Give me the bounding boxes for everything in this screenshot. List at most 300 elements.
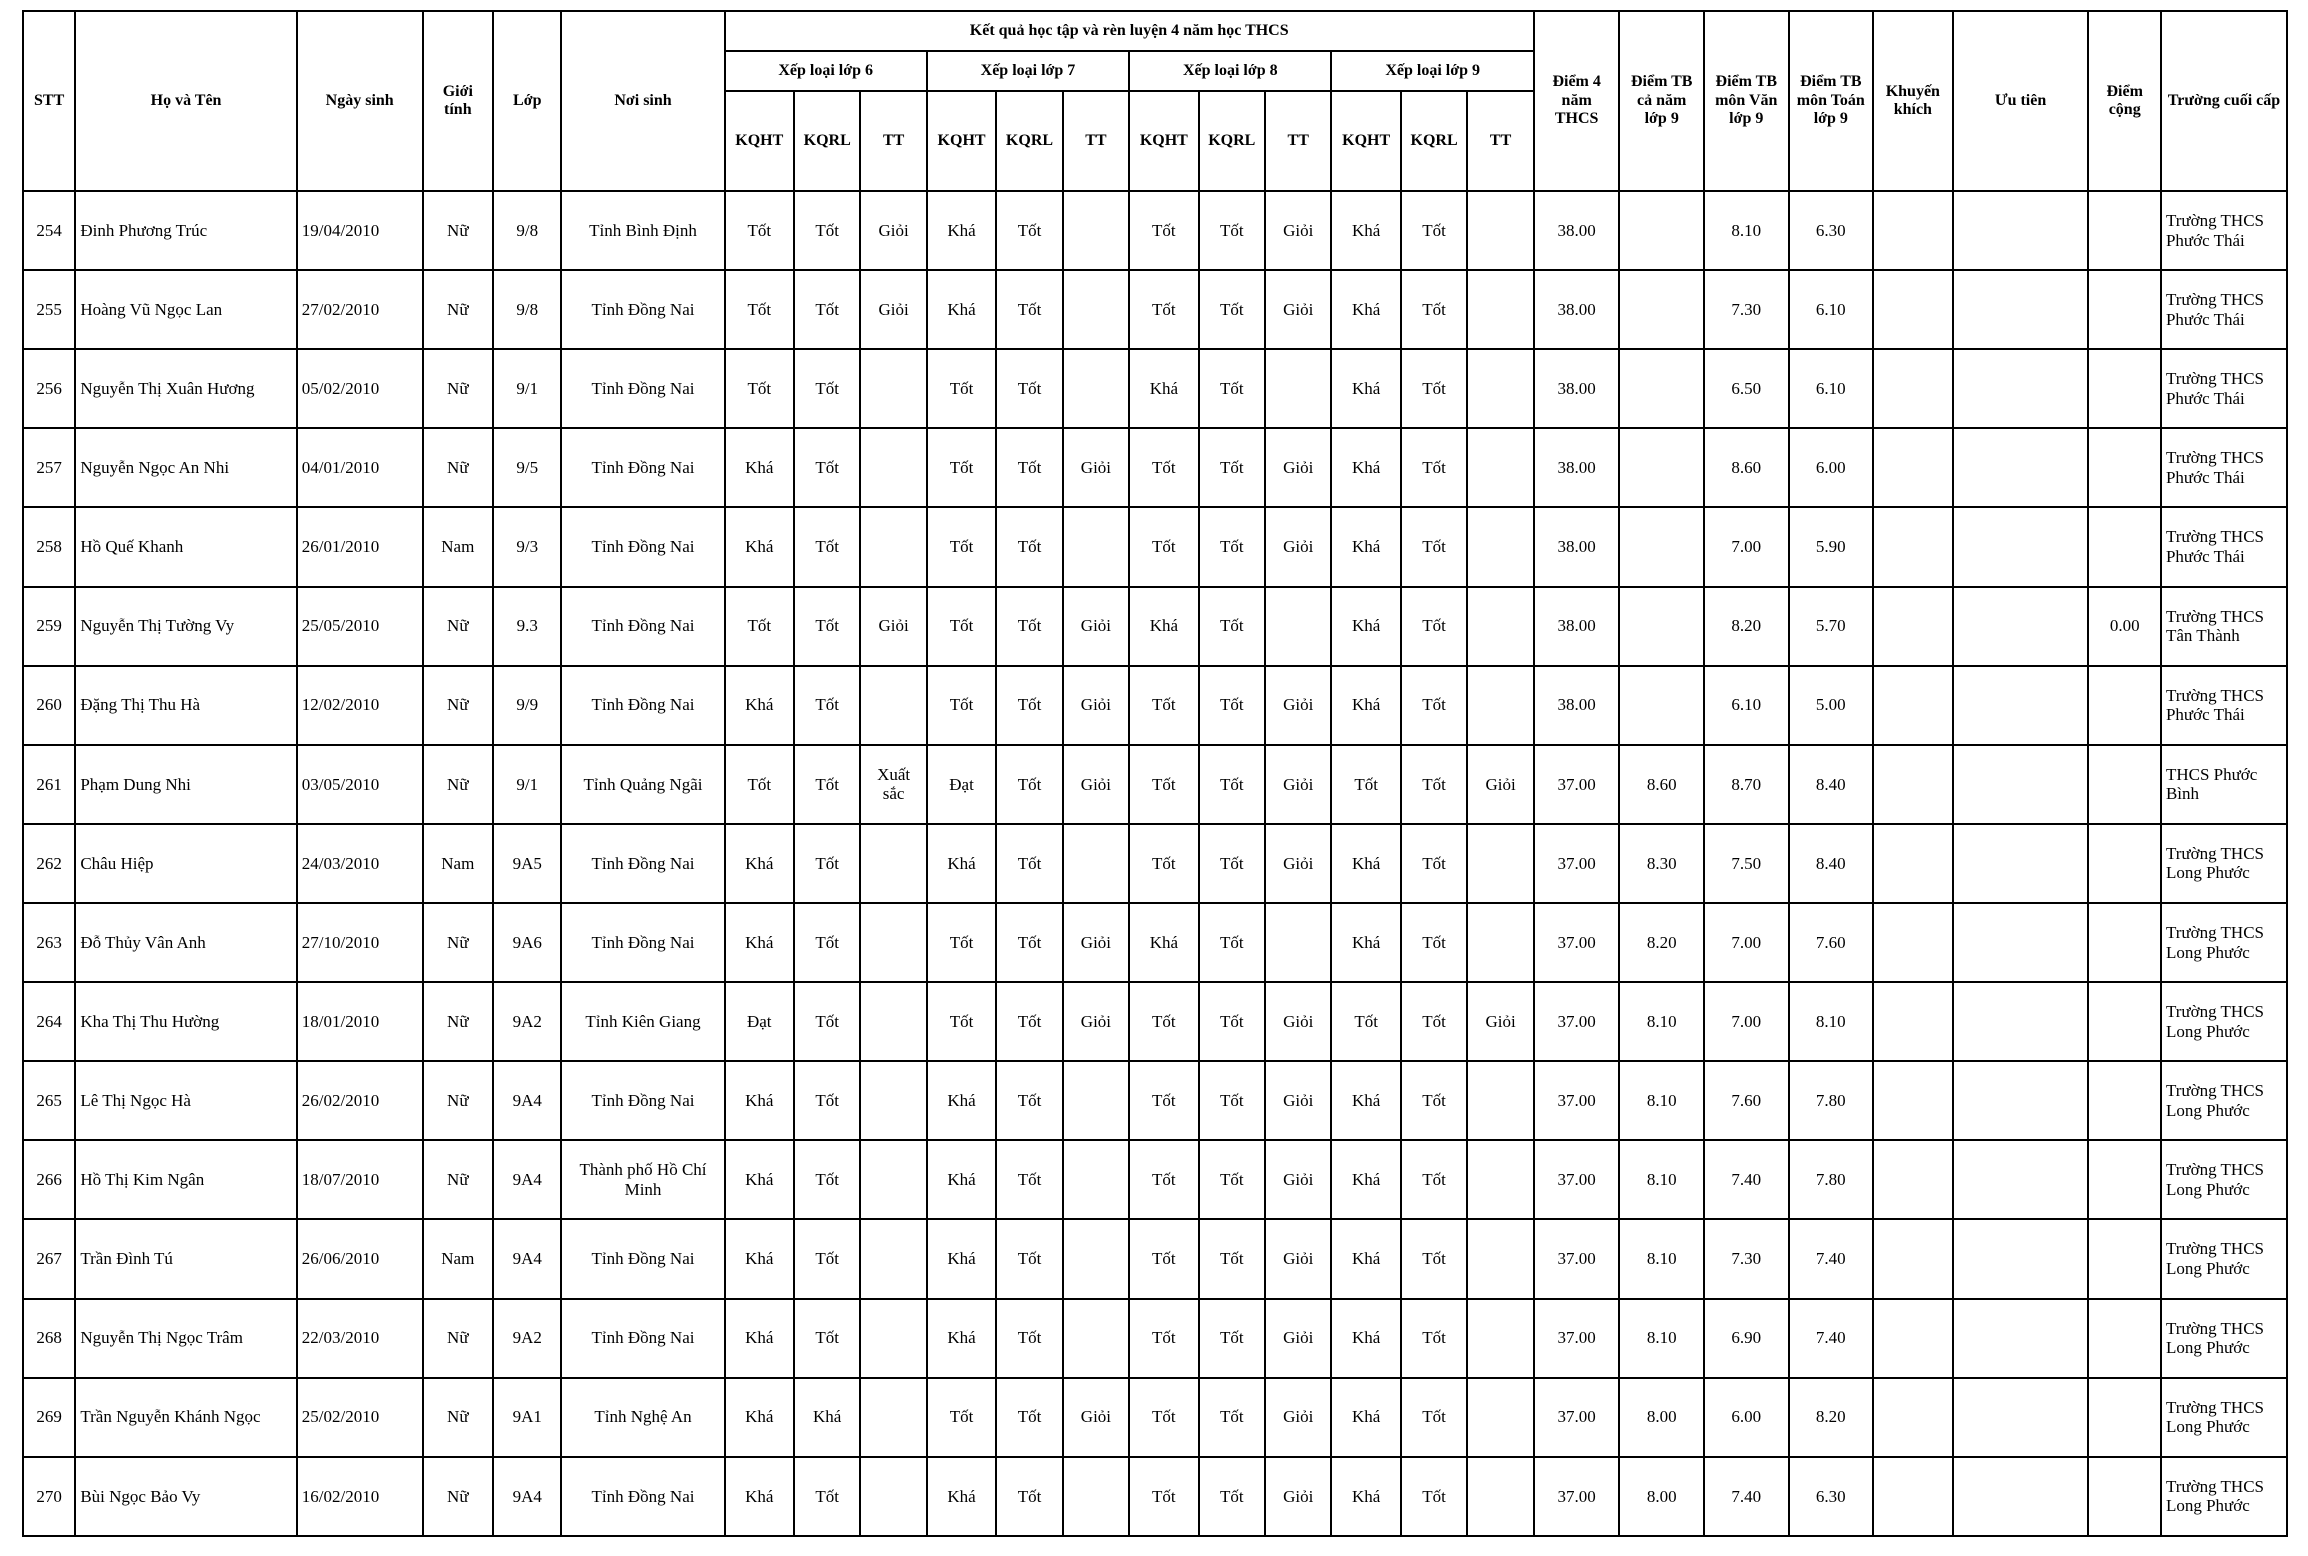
cell-gender: Nữ (423, 1140, 493, 1219)
cell-g8-kqrl: Tốt (1199, 1457, 1265, 1536)
cell-stt: 262 (23, 824, 75, 903)
cell-score4: 37.00 (1534, 824, 1620, 903)
cell-bonus (2088, 191, 2160, 270)
cell-birthplace: Tỉnh Đồng Nai (561, 507, 724, 586)
cell-dob: 16/02/2010 (297, 1457, 423, 1536)
cell-g8-kqht: Tốt (1129, 1299, 1198, 1378)
header-encourage: Khuyến khích (1873, 11, 1953, 191)
cell-birthplace: Tỉnh Bình Định (561, 191, 724, 270)
cell-g8-kqrl: Tốt (1199, 824, 1265, 903)
cell-score4: 37.00 (1534, 1140, 1620, 1219)
cell-g7-tt: Giỏi (1063, 982, 1129, 1061)
cell-g6-kqrl: Tốt (794, 745, 860, 824)
cell-birthplace: Tỉnh Đồng Nai (561, 903, 724, 982)
header-class: Lớp (493, 11, 561, 191)
cell-g7-kqht: Khá (927, 1457, 996, 1536)
cell-gender: Nữ (423, 1299, 493, 1378)
cell-g8-kqrl: Tốt (1199, 191, 1265, 270)
table-row (23, 587, 2287, 666)
table-row (23, 982, 2287, 1061)
cell-g7-kqht: Tốt (927, 507, 996, 586)
cell-g6-kqrl: Tốt (794, 191, 860, 270)
cell-stt: 267 (23, 1219, 75, 1298)
cell-birthplace: Tỉnh Đồng Nai (561, 1299, 724, 1378)
cell-g9-tt (1467, 587, 1534, 666)
cell-g8-tt: Giỏi (1265, 1378, 1331, 1457)
cell-stt: 261 (23, 745, 75, 824)
table-row (23, 349, 2287, 428)
cell-stt: 254 (23, 191, 75, 270)
cell-g7-kqrl: Tốt (996, 824, 1062, 903)
cell-gender: Nữ (423, 270, 493, 349)
cell-g8-kqrl: Tốt (1199, 1061, 1265, 1140)
cell-bonus (2088, 1378, 2160, 1457)
cell-school: Trường THCS Long Phước (2161, 1299, 2287, 1378)
cell-math9: 6.30 (1789, 191, 1874, 270)
cell-g9-kqht: Khá (1331, 1299, 1400, 1378)
cell-g7-kqht: Khá (927, 1299, 996, 1378)
cell-g6-kqrl: Tốt (794, 1061, 860, 1140)
cell-bonus (2088, 903, 2160, 982)
cell-g9-kqht: Khá (1331, 191, 1400, 270)
cell-g6-kqht: Khá (725, 1061, 794, 1140)
cell-g8-tt: Giỏi (1265, 270, 1331, 349)
cell-dob: 27/02/2010 (297, 270, 423, 349)
cell-stt: 264 (23, 982, 75, 1061)
cell-g7-tt: Giỏi (1063, 745, 1129, 824)
cell-g9-tt (1467, 1378, 1534, 1457)
cell-g9-kqht: Khá (1331, 824, 1400, 903)
cell-score4: 38.00 (1534, 270, 1620, 349)
cell-g8-tt: Giỏi (1265, 1140, 1331, 1219)
header-name: Họ và Tên (75, 11, 296, 191)
cell-bonus (2088, 507, 2160, 586)
cell-gender: Nam (423, 1219, 493, 1298)
cell-encourage (1873, 270, 1953, 349)
cell-avg9 (1619, 507, 1704, 586)
cell-score4: 37.00 (1534, 1378, 1620, 1457)
cell-avg9 (1619, 349, 1704, 428)
cell-g6-kqht: Tốt (725, 270, 794, 349)
cell-g6-tt (860, 1299, 926, 1378)
cell-gender: Nữ (423, 745, 493, 824)
cell-g6-tt (860, 1140, 926, 1219)
cell-g7-kqrl: Tốt (996, 507, 1062, 586)
cell-math9: 6.00 (1789, 428, 1874, 507)
cell-score4: 38.00 (1534, 666, 1620, 745)
cell-g9-kqht: Khá (1331, 428, 1400, 507)
cell-birthplace: Tỉnh Đồng Nai (561, 349, 724, 428)
cell-g9-kqrl: Tốt (1401, 1299, 1467, 1378)
table-body (23, 191, 2287, 1536)
cell-math9: 7.60 (1789, 903, 1874, 982)
cell-g9-kqrl: Tốt (1401, 191, 1467, 270)
cell-g6-kqrl: Tốt (794, 428, 860, 507)
cell-class: 9.3 (493, 587, 561, 666)
header-kqht: KQHT (927, 91, 996, 191)
header-math9: Điểm TB môn Toán lớp 9 (1789, 11, 1874, 191)
cell-g8-kqrl: Tốt (1199, 1299, 1265, 1378)
cell-g6-kqrl: Tốt (794, 587, 860, 666)
cell-g8-tt: Giỏi (1265, 191, 1331, 270)
cell-priority (1953, 903, 2089, 982)
header-avg9: Điểm TB cả năm lớp 9 (1619, 11, 1704, 191)
cell-g6-kqrl: Tốt (794, 903, 860, 982)
cell-g6-kqht: Khá (725, 1299, 794, 1378)
cell-g7-kqht: Khá (927, 191, 996, 270)
cell-school: Trường THCS Long Phước (2161, 1140, 2287, 1219)
cell-g9-kqrl: Tốt (1401, 982, 1467, 1061)
cell-g6-kqht: Khá (725, 507, 794, 586)
cell-g6-kqrl: Tốt (794, 1140, 860, 1219)
cell-class: 9A4 (493, 1457, 561, 1536)
cell-lit9: 7.40 (1704, 1140, 1789, 1219)
cell-lit9: 8.70 (1704, 745, 1789, 824)
cell-priority (1953, 745, 2089, 824)
cell-g8-kqht: Tốt (1129, 1378, 1198, 1457)
cell-name: Hoàng Vũ Ngọc Lan (75, 270, 296, 349)
cell-g6-kqrl: Tốt (794, 982, 860, 1061)
cell-g8-tt (1265, 903, 1331, 982)
cell-dob: 04/01/2010 (297, 428, 423, 507)
cell-g8-tt: Giỏi (1265, 666, 1331, 745)
cell-g9-kqrl: Tốt (1401, 1140, 1467, 1219)
cell-g7-tt (1063, 824, 1129, 903)
cell-g9-kqrl: Tốt (1401, 349, 1467, 428)
cell-g9-kqht: Khá (1331, 903, 1400, 982)
cell-lit9: 7.40 (1704, 1457, 1789, 1536)
cell-g7-tt (1063, 1061, 1129, 1140)
table-row (23, 824, 2287, 903)
cell-school: Trường THCS Long Phước (2161, 1457, 2287, 1536)
cell-g7-kqht: Khá (927, 824, 996, 903)
cell-g9-kqht: Khá (1331, 666, 1400, 745)
cell-g7-kqrl: Tốt (996, 1140, 1062, 1219)
cell-g7-kqht: Tốt (927, 349, 996, 428)
cell-encourage (1873, 191, 1953, 270)
cell-dob: 26/02/2010 (297, 1061, 423, 1140)
header-tt: TT (860, 91, 926, 191)
header-score4: Điểm 4 năm THCS (1534, 11, 1620, 191)
cell-g7-kqrl: Tốt (996, 1457, 1062, 1536)
cell-encourage (1873, 428, 1953, 507)
cell-g8-kqht: Tốt (1129, 191, 1198, 270)
cell-g7-tt (1063, 270, 1129, 349)
cell-bonus (2088, 270, 2160, 349)
cell-birthplace: Tỉnh Đồng Nai (561, 428, 724, 507)
cell-lit9: 6.90 (1704, 1299, 1789, 1378)
header-lit9: Điểm TB môn Văn lớp 9 (1704, 11, 1789, 191)
cell-score4: 37.00 (1534, 982, 1620, 1061)
cell-class: 9A2 (493, 982, 561, 1061)
cell-g6-kqrl: Tốt (794, 824, 860, 903)
cell-priority (1953, 587, 2089, 666)
cell-g7-kqht: Tốt (927, 587, 996, 666)
cell-score4: 37.00 (1534, 1219, 1620, 1298)
cell-g8-kqrl: Tốt (1199, 903, 1265, 982)
cell-birthplace: Tỉnh Đồng Nai (561, 1219, 724, 1298)
cell-priority (1953, 349, 2089, 428)
table-row (23, 191, 2287, 270)
cell-g7-tt (1063, 1140, 1129, 1219)
cell-g9-kqrl: Tốt (1401, 270, 1467, 349)
cell-g6-tt (860, 824, 926, 903)
cell-g8-tt: Giỏi (1265, 1457, 1331, 1536)
cell-g7-tt (1063, 1457, 1129, 1536)
header-grade9: Xếp loại lớp 9 (1331, 51, 1533, 91)
cell-avg9: 8.30 (1619, 824, 1704, 903)
cell-priority (1953, 507, 2089, 586)
cell-lit9: 7.30 (1704, 270, 1789, 349)
cell-g8-kqht: Tốt (1129, 428, 1198, 507)
cell-encourage (1873, 824, 1953, 903)
cell-lit9: 8.20 (1704, 587, 1789, 666)
cell-lit9: 7.00 (1704, 507, 1789, 586)
cell-score4: 38.00 (1534, 587, 1620, 666)
cell-score4: 37.00 (1534, 1061, 1620, 1140)
cell-gender: Nữ (423, 191, 493, 270)
cell-score4: 37.00 (1534, 903, 1620, 982)
cell-g8-kqrl: Tốt (1199, 349, 1265, 428)
cell-g8-kqht: Tốt (1129, 666, 1198, 745)
cell-school: Trường THCS Phước Thái (2161, 666, 2287, 745)
header-kqht: KQHT (725, 91, 794, 191)
cell-g6-kqht: Khá (725, 1140, 794, 1219)
cell-g6-kqht: Khá (725, 1378, 794, 1457)
header-grade7: Xếp loại lớp 7 (927, 51, 1129, 91)
table-row (23, 1299, 2287, 1378)
cell-school: Trường THCS Long Phước (2161, 1378, 2287, 1457)
cell-g7-kqht: Khá (927, 1140, 996, 1219)
cell-g7-kqrl: Tốt (996, 982, 1062, 1061)
cell-gender: Nữ (423, 666, 493, 745)
cell-g9-tt (1467, 1140, 1534, 1219)
cell-g7-kqrl: Tốt (996, 903, 1062, 982)
cell-math9: 8.10 (1789, 982, 1874, 1061)
cell-school: Trường THCS Phước Thái (2161, 507, 2287, 586)
cell-g6-tt (860, 507, 926, 586)
cell-encourage (1873, 507, 1953, 586)
cell-g8-kqht: Tốt (1129, 1219, 1198, 1298)
cell-g9-tt (1467, 1299, 1534, 1378)
cell-g6-kqrl: Tốt (794, 270, 860, 349)
cell-g8-kqht: Khá (1129, 587, 1198, 666)
cell-g7-kqrl: Tốt (996, 349, 1062, 428)
table-row (23, 270, 2287, 349)
cell-name: Trần Đình Tú (75, 1219, 296, 1298)
cell-bonus (2088, 428, 2160, 507)
cell-g7-tt: Giỏi (1063, 666, 1129, 745)
header-birthplace: Nơi sinh (561, 11, 724, 191)
cell-bonus (2088, 1299, 2160, 1378)
cell-name: Nguyễn Thị Xuân Hương (75, 349, 296, 428)
cell-priority (1953, 666, 2089, 745)
header-bonus: Điểm cộng (2088, 11, 2160, 191)
cell-avg9 (1619, 270, 1704, 349)
cell-g9-tt (1467, 1061, 1534, 1140)
cell-encourage (1873, 982, 1953, 1061)
header-kqrl: KQRL (794, 91, 860, 191)
cell-stt: 260 (23, 666, 75, 745)
cell-birthplace: Tỉnh Quảng Ngãi (561, 745, 724, 824)
cell-name: Kha Thị Thu Hường (75, 982, 296, 1061)
cell-g8-tt: Giỏi (1265, 428, 1331, 507)
cell-school: Trường THCS Tân Thành (2161, 587, 2287, 666)
table-header (23, 11, 2287, 191)
cell-math9: 7.80 (1789, 1061, 1874, 1140)
cell-g6-kqht: Đạt (725, 982, 794, 1061)
cell-g6-kqrl: Tốt (794, 349, 860, 428)
cell-g6-kqrl: Tốt (794, 1299, 860, 1378)
cell-lit9: 6.50 (1704, 349, 1789, 428)
cell-g9-kqrl: Tốt (1401, 428, 1467, 507)
cell-stt: 256 (23, 349, 75, 428)
cell-birthplace: Tỉnh Đồng Nai (561, 824, 724, 903)
cell-name: Đinh Phương Trúc (75, 191, 296, 270)
cell-g6-tt (860, 903, 926, 982)
cell-math9: 8.20 (1789, 1378, 1874, 1457)
cell-g7-kqht: Tốt (927, 1378, 996, 1457)
cell-priority (1953, 191, 2089, 270)
cell-g7-kqht: Tốt (927, 903, 996, 982)
cell-class: 9A4 (493, 1219, 561, 1298)
cell-g6-kqht: Tốt (725, 587, 794, 666)
cell-g9-tt (1467, 903, 1534, 982)
cell-class: 9/8 (493, 191, 561, 270)
cell-priority (1953, 270, 2089, 349)
cell-g9-kqht: Khá (1331, 1061, 1400, 1140)
cell-g6-kqht: Khá (725, 1457, 794, 1536)
cell-stt: 269 (23, 1378, 75, 1457)
cell-lit9: 7.00 (1704, 982, 1789, 1061)
cell-stt: 263 (23, 903, 75, 982)
cell-birthplace: Tỉnh Nghệ An (561, 1378, 724, 1457)
cell-g6-tt: Xuất sắc (860, 745, 926, 824)
cell-score4: 37.00 (1534, 745, 1620, 824)
cell-name: Hồ Quế Khanh (75, 507, 296, 586)
cell-gender: Nữ (423, 428, 493, 507)
cell-class: 9A2 (493, 1299, 561, 1378)
cell-g8-kqht: Khá (1129, 903, 1198, 982)
cell-class: 9/3 (493, 507, 561, 586)
cell-math9: 5.70 (1789, 587, 1874, 666)
cell-gender: Nữ (423, 903, 493, 982)
cell-school: Trường THCS Phước Thái (2161, 191, 2287, 270)
cell-g7-kqht: Tốt (927, 428, 996, 507)
cell-g7-kqht: Khá (927, 1061, 996, 1140)
cell-birthplace: Thành phố Hồ Chí Minh (561, 1140, 724, 1219)
cell-g6-kqrl: Tốt (794, 1219, 860, 1298)
cell-math9: 7.80 (1789, 1140, 1874, 1219)
cell-stt: 255 (23, 270, 75, 349)
cell-g9-kqht: Khá (1331, 349, 1400, 428)
cell-dob: 12/02/2010 (297, 666, 423, 745)
cell-g8-tt: Giỏi (1265, 824, 1331, 903)
cell-priority (1953, 1140, 2089, 1219)
cell-g6-tt (860, 1219, 926, 1298)
cell-dob: 18/01/2010 (297, 982, 423, 1061)
cell-dob: 19/04/2010 (297, 191, 423, 270)
cell-g9-tt (1467, 507, 1534, 586)
table-row (23, 745, 2287, 824)
cell-birthplace: Tỉnh Đồng Nai (561, 587, 724, 666)
cell-name: Châu Hiệp (75, 824, 296, 903)
cell-name: Đặng Thị Thu Hà (75, 666, 296, 745)
cell-g6-kqht: Tốt (725, 191, 794, 270)
cell-avg9 (1619, 666, 1704, 745)
cell-dob: 26/01/2010 (297, 507, 423, 586)
cell-lit9: 7.00 (1704, 903, 1789, 982)
cell-score4: 37.00 (1534, 1457, 1620, 1536)
cell-g9-tt: Giỏi (1467, 745, 1534, 824)
cell-g9-tt (1467, 191, 1534, 270)
cell-class: 9A4 (493, 1061, 561, 1140)
cell-g7-kqht: Tốt (927, 982, 996, 1061)
cell-class: 9A6 (493, 903, 561, 982)
cell-g9-kqrl: Tốt (1401, 1061, 1467, 1140)
cell-g9-kqht: Khá (1331, 1219, 1400, 1298)
cell-avg9 (1619, 191, 1704, 270)
header-dob: Ngày sinh (297, 11, 423, 191)
cell-g6-tt: Giỏi (860, 191, 926, 270)
cell-avg9: 8.10 (1619, 1299, 1704, 1378)
cell-g9-kqrl: Tốt (1401, 1378, 1467, 1457)
table-row (23, 1061, 2287, 1140)
cell-math9: 6.10 (1789, 270, 1874, 349)
cell-bonus (2088, 1140, 2160, 1219)
cell-math9: 5.00 (1789, 666, 1874, 745)
cell-math9: 7.40 (1789, 1219, 1874, 1298)
table-row (23, 1219, 2287, 1298)
cell-g6-tt (860, 349, 926, 428)
cell-dob: 18/07/2010 (297, 1140, 423, 1219)
cell-priority (1953, 982, 2089, 1061)
cell-g8-kqrl: Tốt (1199, 1219, 1265, 1298)
cell-gender: Nữ (423, 587, 493, 666)
cell-g7-tt: Giỏi (1063, 428, 1129, 507)
cell-name: Lê Thị Ngọc Hà (75, 1061, 296, 1140)
cell-school: Trường THCS Phước Thái (2161, 349, 2287, 428)
cell-g8-kqrl: Tốt (1199, 507, 1265, 586)
cell-gender: Nữ (423, 1457, 493, 1536)
cell-g8-kqrl: Tốt (1199, 745, 1265, 824)
cell-g9-kqht: Khá (1331, 587, 1400, 666)
cell-g7-tt (1063, 349, 1129, 428)
cell-encourage (1873, 1219, 1953, 1298)
table-row (23, 428, 2287, 507)
cell-g7-tt (1063, 1219, 1129, 1298)
cell-g9-tt (1467, 824, 1534, 903)
cell-g7-tt (1063, 507, 1129, 586)
cell-stt: 265 (23, 1061, 75, 1140)
cell-name: Đỗ Thủy Vân Anh (75, 903, 296, 982)
cell-stt: 258 (23, 507, 75, 586)
cell-avg9: 8.60 (1619, 745, 1704, 824)
cell-g8-kqht: Khá (1129, 349, 1198, 428)
cell-g8-kqht: Tốt (1129, 1140, 1198, 1219)
cell-score4: 37.00 (1534, 1299, 1620, 1378)
cell-g8-kqht: Tốt (1129, 1457, 1198, 1536)
cell-school: Trường THCS Phước Thái (2161, 428, 2287, 507)
cell-g6-kqrl: Tốt (794, 666, 860, 745)
cell-g8-kqht: Tốt (1129, 507, 1198, 586)
cell-avg9: 8.10 (1619, 982, 1704, 1061)
cell-math9: 6.30 (1789, 1457, 1874, 1536)
cell-g9-kqht: Tốt (1331, 982, 1400, 1061)
cell-lit9: 6.00 (1704, 1378, 1789, 1457)
cell-g8-tt: Giỏi (1265, 745, 1331, 824)
cell-g6-kqht: Khá (725, 666, 794, 745)
